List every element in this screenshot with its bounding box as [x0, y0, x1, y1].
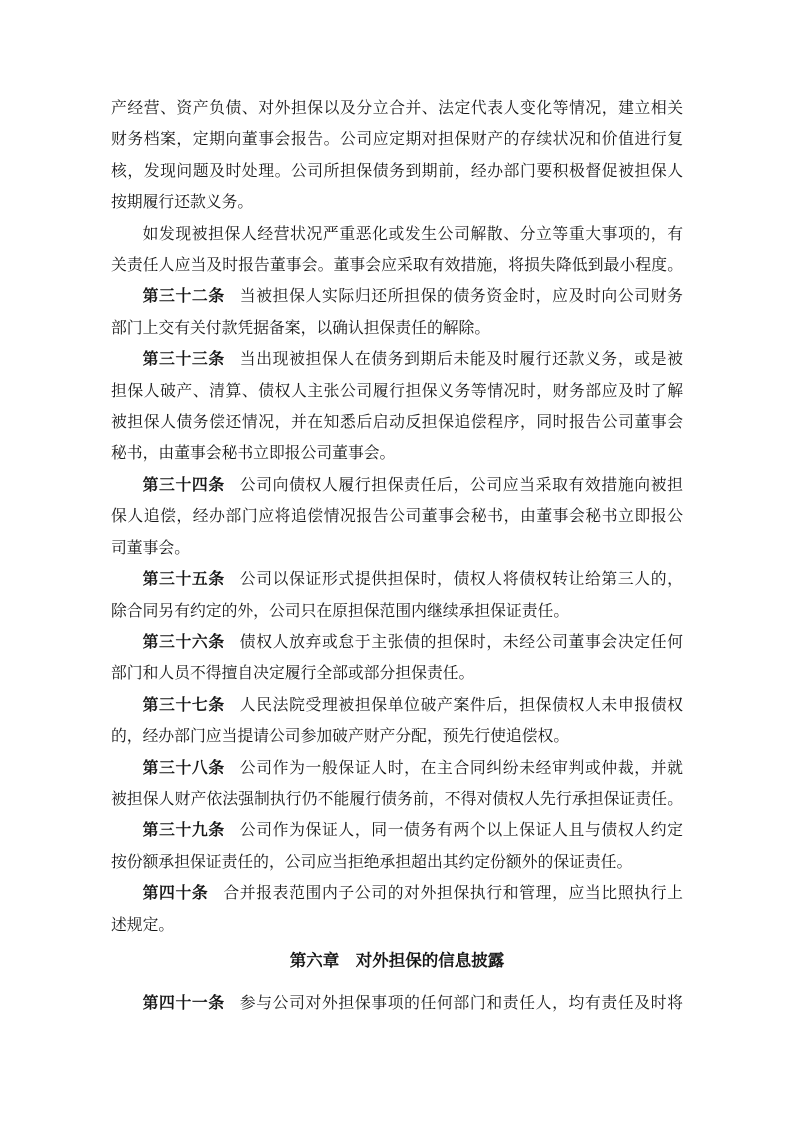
article-lead-text: 公司向债权人履行担保责任后，公司应当采取有效措施向被担 [239, 476, 683, 494]
text-line: 除合同另有约定的外，公司只在原担保范围内继续承担保证责任。 [111, 602, 570, 620]
article-number: 第三十五条 [142, 571, 225, 589]
text-line: 产经营、资产负债、对外担保以及分立合并、法定代表人变化等情况，建立相关 [111, 100, 683, 117]
article-lead-text: 合并报表范围内子公司的对外担保执行和管理，应当比照执行上 [223, 885, 683, 903]
article-number: 第三十三条 [142, 351, 225, 369]
article-lead-text: 公司作为一般保证人时，在主合同纠纷未经审判或仲裁，并就 [239, 759, 683, 777]
text-line: 秘书，由董事会秘书立即报公司董事会。 [111, 445, 396, 463]
text-line: 核，发现问题及时处理。公司所担保债务到期前，经办部门要积极督促被担保人 [111, 162, 683, 180]
article-number: 第三十六条 [142, 633, 225, 651]
article-lead-text: 债权人放弃或怠于主张债的担保时，未经公司董事会决定任何 [239, 633, 683, 651]
article-number: 第四十一条 [142, 995, 225, 1013]
article-number: 第三十四条 [142, 476, 225, 494]
article-number: 第三十二条 [142, 288, 225, 306]
article-first-line [111, 815, 683, 846]
article-lead-text: 参与公司对外担保事项的任何部门和责任人，均有责任及时将 [239, 995, 683, 1013]
text-line: 保人追偿，经办部门应将追偿情况报告公司董事会秘书，由董事会秘书立即报公 [111, 508, 683, 526]
document-body [111, 93, 683, 1020]
text-line: 财务档案，定期向董事会报告。公司应定期对担保财产的存续状况和价值进行复 [111, 131, 683, 149]
article-lead-text: 当出现被担保人在债务到期后未能及时履行还款义务，或是被 [239, 351, 683, 369]
text-line: 被担保人财产依法强制执行仍不能履行债务前，不得对债权人先行承担保证责任。 [111, 790, 683, 808]
text-line: 按份额承担保证责任的，公司应当拒绝承担超出其约定份额外的保证责任。 [111, 853, 633, 871]
article-first-line [111, 470, 683, 501]
text-line: 司董事会。 [111, 539, 190, 557]
article-first-line [111, 878, 683, 909]
text-line: 部门和人员不得擅自决定履行全部或部分担保责任。 [111, 665, 475, 683]
article-first-line [111, 988, 683, 1019]
text-line: 部门上交有关付款凭据备案，以确认担保责任的解除。 [111, 319, 491, 337]
article-first-line [111, 753, 683, 784]
article-first-line [111, 690, 683, 721]
text-line: 述规定。 [111, 916, 175, 934]
article-number: 第四十条 [142, 885, 209, 903]
text-line: 的，经办部门应当提请公司参加破产财产分配，预先行使追偿权。 [111, 728, 570, 746]
text-line: 按期履行还款义务。 [111, 194, 254, 212]
article-lead-text: 人民法院受理被担保单位破产案件后，担保债权人未申报债权 [239, 696, 683, 714]
text-line: 如发现被担保人经营状况严重恶化或发生公司解散、分立等重大事项的，有 [142, 225, 683, 243]
text-line: 关责任人应当及时报告董事会。董事会应采取有效措施，将损失降低到最小程度。 [111, 257, 683, 275]
article-first-line [111, 281, 683, 312]
article-number: 第三十八条 [142, 759, 225, 777]
article-first-line [111, 344, 683, 375]
article-number: 第三十七条 [142, 696, 225, 714]
article-number: 第三十九条 [142, 822, 225, 840]
chapter-heading: 第六章 对外担保的信息披露 [289, 950, 505, 970]
article-first-line [111, 627, 683, 658]
text-line: 担保人破产、清算、债权人主张公司履行担保义务等情况时，财务部应及时了解 [111, 382, 683, 400]
text-line: 被担保人债务偿还情况，并在知悉后启动反担保追偿程序，同时报告公司董事会 [111, 414, 683, 432]
article-lead-text: 公司作为保证人，同一债务有两个以上保证人且与债权人约定 [239, 822, 683, 840]
article-first-line [111, 564, 683, 595]
article-lead-text: 公司以保证形式提供担保时，债权人将债权转让给第三人的， [239, 571, 683, 589]
article-lead-text: 当被担保人实际归还所担保的债务资金时，应及时向公司财务 [239, 288, 683, 306]
